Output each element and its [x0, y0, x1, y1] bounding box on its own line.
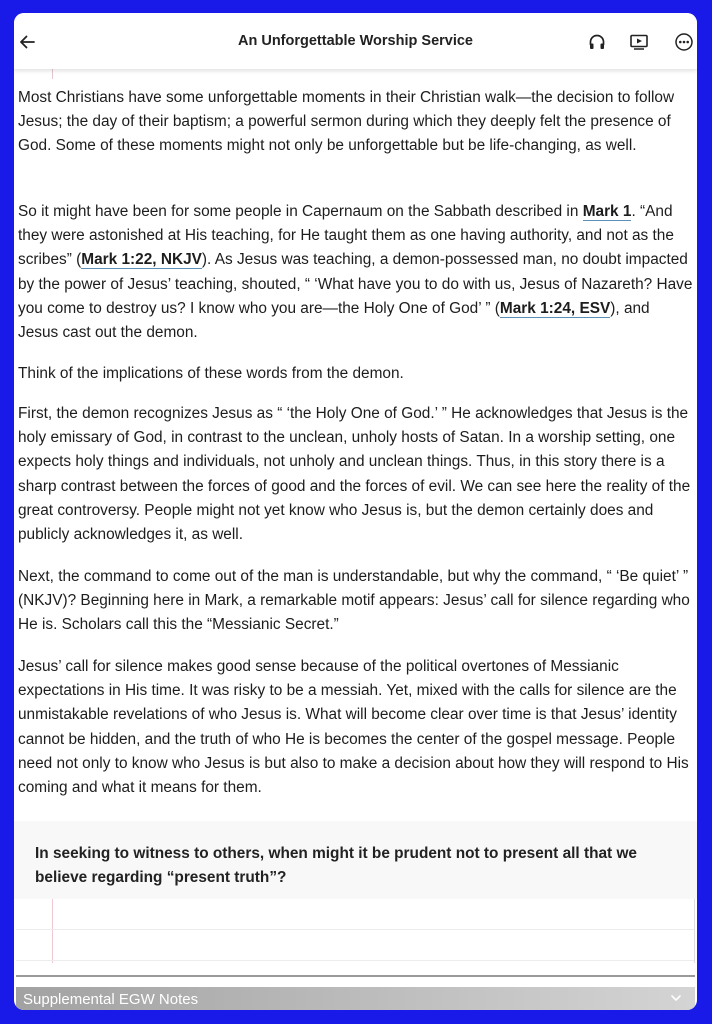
notes-margin-line: [52, 899, 53, 963]
more-button[interactable]: [673, 31, 695, 53]
bible-link-mark-1-22[interactable]: Mark 1:22, NKJV: [81, 251, 202, 269]
page-title: An Unforgettable Worship Service: [238, 33, 473, 49]
chevron-down-icon: [669, 991, 683, 1005]
paragraph-2-text-4: ), and Jesus cast out the demon.: [18, 299, 650, 342]
more-icon: [674, 32, 694, 52]
paragraph-2-text-1: So it might have been for some people in Capernaum on the Sabbath described in: [18, 203, 583, 220]
headphones-icon: [587, 32, 607, 52]
video-button[interactable]: [628, 31, 650, 53]
paragraph-6: Jesus’ call for silence makes good sense because of the political overtones of Messianic expectations in His time. It was risky to be a messiah. Yet, mixed with the calls for silence are the unmistakable revelations of who Jesus is. What will become clear over time is that Jesus’ identity cannot be hidden, and the truth of who He is becomes the center of the gospel message. People need not only to know who Jesus is but also to make a decision about how they will respond to His coming and what it means for them.: [18, 658, 689, 797]
bible-link-mark-1[interactable]: Mark 1: [582, 203, 632, 220]
paragraph-2-text-2: . “And they were astonished at His teaching, for He taught them as one having authority, and not as the scribes” (: [18, 203, 674, 269]
audio-button[interactable]: [586, 31, 608, 53]
paragraph-2: [18, 200, 694, 345]
notes-ruled-line: [16, 960, 694, 961]
supplemental-notes-label: Supplemental EGW Notes: [23, 991, 199, 1008]
top-bar: [14, 13, 697, 69]
paragraph-2-text-3: ). As Jesus was teaching, a demon-possessed man, no doubt impacted by the power of Jesus’ teaching, shouted, “ ‘What have you to do with us, Jesus of Nazareth? Have you come to destroy us? I know who you are—the Holy One of God’ ” (: [18, 251, 693, 317]
section-divider: [16, 975, 695, 977]
notes-margin-line: [52, 69, 53, 79]
notes-ruled-line: [16, 929, 694, 930]
question-text: In seeking to witness to others, when might it be prudent not to present all that we believe regarding “present truth”?: [35, 845, 637, 887]
bible-link-mark-1-24[interactable]: Mark 1:24, ESV: [499, 299, 611, 317]
paragraph-5: Next, the command to come out of the man is understandable, but why the command, “ ‘Be quiet’ ” (NKJV)? Beginning here in Mark, a remarkable motif appears: Jesus’ call for silence regarding who He is. Scholars call this the “Messianic Secret.”: [18, 568, 690, 634]
lesson-content[interactable]: [14, 69, 697, 1010]
notes-input[interactable]: [16, 899, 695, 963]
supplemental-notes-toggle[interactable]: [16, 987, 695, 1010]
play-video-icon: [629, 32, 649, 52]
paragraph-4: First, the demon recognizes Jesus as “ ‘the Holy One of God.’ ” He acknowledges that Jesus is the holy emissary of God, in contrast to the unclean, unholy hosts of Satan. In a worship setting, one expects holy things and individuals, not unholy and unclean things. Thus, in this story there is a sharp contrast between the forces of good and the forces of evil. We can see here the reality of the great controversy. People might not yet know who Jesus is, but the demon certainly does and publicly acknowledges it, as well.: [18, 405, 691, 544]
app-window: [14, 13, 697, 1010]
paragraph-3: Think of the implications of these words from the demon.: [18, 365, 404, 382]
paragraph-1: Most Christians have some unforgettable moments in their Christian walk—the decision to follow Jesus; the day of their baptism; a powerful sermon during which they deeply felt the presence of God. Some of these moments might not only be unforgettable but be life-changing, as well.: [18, 89, 675, 155]
discussion-question: [14, 821, 697, 899]
